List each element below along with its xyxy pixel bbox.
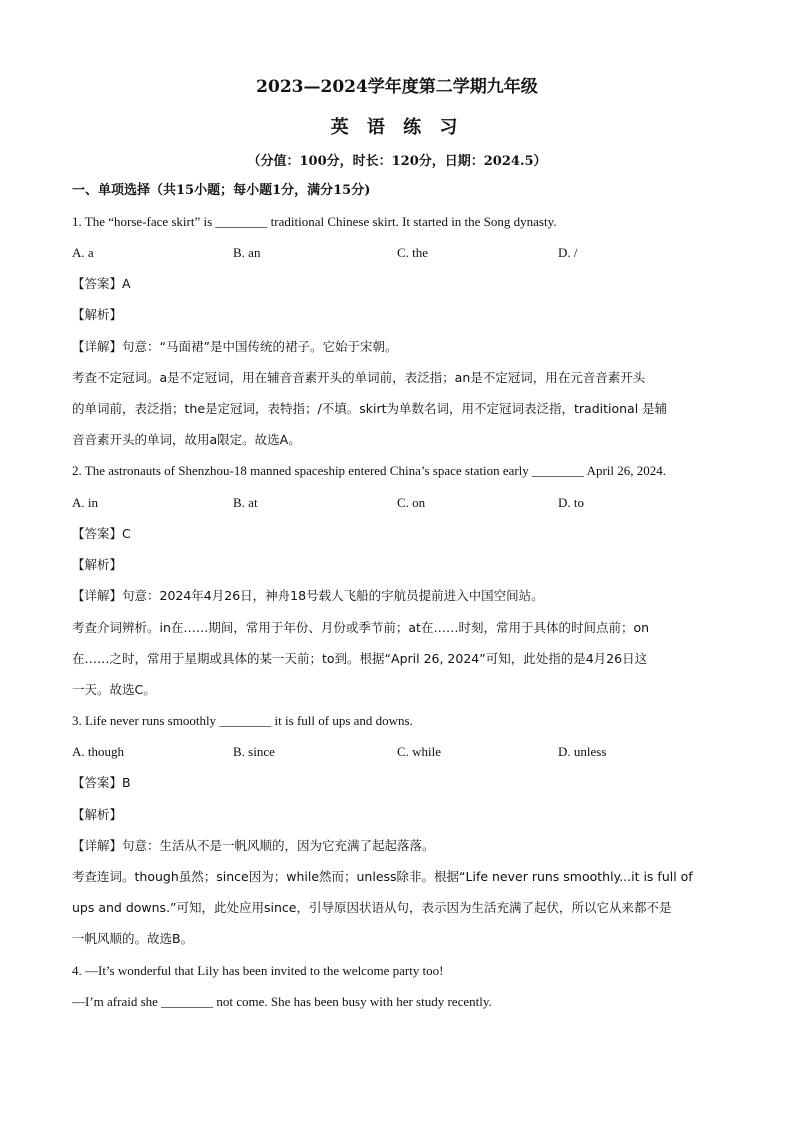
question-1-explanation-line: 的单词前，表泛指；the是定冠词，表特指；/不填。skirt为单数名词，用不定冠词表泛指，traditional 是辅 (72, 401, 668, 416)
question-3-detail: 【详解】句意：生活从不是一帆风顺的，因为它充满了起起落落。 (72, 838, 435, 853)
question-3-analysis: 【解析】 (72, 807, 123, 822)
question-1-option-d: D. / (558, 245, 578, 260)
question-2-explanation-line: 一天。故选C。 (72, 682, 156, 697)
question-1-analysis: 【解析】 (72, 307, 123, 322)
question-2-option-d: D. to (558, 495, 584, 510)
question-3-answer: 【答案】B (72, 775, 131, 790)
question-4-stem: 4. —It’s wonderful that Lily has been invited to the welcome party too! (72, 963, 444, 978)
question-2-explanation-line: 在……之时，常用于星期或具体的某一天前；to到。根据“April 26, 2024”可知，此处指的是4月26日这 (72, 651, 648, 666)
exam-title: 2023—2024学年度第二学期九年级 (256, 77, 538, 97)
question-1-answer: 【答案】A (72, 276, 131, 291)
question-1-option-b: B. an (233, 245, 261, 260)
question-1-stem: 1. The “horse-face skirt” is ________ traditional Chinese skirt. It started in the Song dynasty. (72, 214, 557, 229)
question-4-stem-reply: —I’m afraid she ________ not come. She has been busy with her study recently. (72, 994, 492, 1009)
question-2-answer: 【答案】C (72, 526, 131, 541)
question-1-option-c: C. the (397, 245, 429, 260)
question-1-explanation-line: 音音素开头的单词，故用a限定。故选A。 (72, 432, 301, 447)
question-3-option-b: B. since (233, 744, 275, 759)
question-3-explanation-line: ups and downs.”可知，此处应用since，引导原因状语从句，表示因为生活充满了起伏，所以它从来都不是 (72, 900, 672, 915)
question-3-explanation-line: 一帆风顺的。故选B。 (72, 931, 194, 946)
question-2-option-a: A. in (72, 495, 98, 510)
question-3-option-d: D. unless (558, 744, 607, 759)
question-1-detail: 【详解】句意：“马面裙”是中国传统的裙子。它始于宋朝。 (72, 339, 398, 354)
question-2-explanation-line: 考查介词辨析。in在……期间，常用于年份、月份或季节前；at在……时刻，常用于具体的时间点前；on (72, 620, 650, 635)
question-2-analysis: 【解析】 (72, 557, 123, 572)
section-heading: 一、单项选择（共15小题；每小题1分，满分15分) (72, 183, 371, 198)
exam-meta: （分值：100分，时长：120分，日期：2024.5） (247, 154, 547, 169)
question-1-option-a: A. a (72, 245, 94, 260)
question-1-explanation-line: 考查不定冠词。a是不定冠词，用在辅音音素开头的单词前，表泛指；an是不定冠词，用在元音音素开头 (72, 370, 646, 385)
question-3-explanation-line: 考查连词。though虽然；since因为；while然而；unless除非。根据“Life never runs smoothly...it is full of (72, 869, 693, 884)
question-2-option-b: B. at (233, 495, 258, 510)
exam-subject: 英 语 练 习 (330, 117, 464, 138)
question-2-stem: 2. The astronauts of Shenzhou-18 manned spaceship entered China’s space station early ________ April 26, 2024. (72, 463, 667, 478)
question-3-option-c: C. while (397, 744, 442, 759)
question-2-option-c: C. on (397, 495, 426, 510)
question-3-option-a: A. though (72, 744, 124, 759)
question-2-detail: 【详解】句意：2024年4月26日，神舟18号载人飞船的宇航员提前进入中国空间站。 (72, 588, 544, 603)
question-3-stem: 3. Life never runs smoothly ________ it is full of ups and downs. (72, 713, 413, 728)
